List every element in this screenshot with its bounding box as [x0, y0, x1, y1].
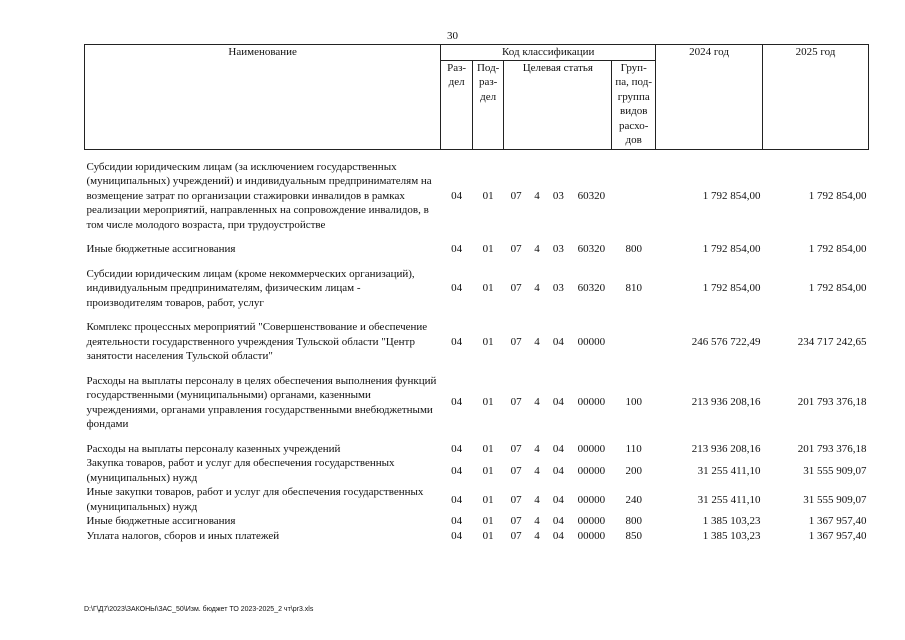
row-razdel: 04 — [451, 282, 463, 295]
row-name: Закупка товаров, работ и услуг для обеспечения государственных (муниципальных) нужд — [86, 457, 395, 484]
row-target-part2: 4 — [534, 282, 540, 295]
table-row — [85, 485, 869, 514]
row-amount-2024: 1 792 854,00 — [702, 282, 761, 295]
row-target-part4: 00000 — [577, 396, 606, 409]
row-podrazdel: 01 — [482, 493, 494, 506]
row-razdel: 04 — [451, 335, 463, 348]
row-target-part2: 4 — [534, 189, 540, 202]
row-amount-2024: 1 792 854,00 — [702, 189, 761, 202]
row-amount-2025: 1 367 957,40 — [808, 515, 867, 528]
row-target-part1: 07 — [510, 464, 522, 477]
row-amount-2024: 31 255 411,10 — [697, 493, 761, 506]
row-razdel: 04 — [451, 396, 463, 409]
row-target-part3: 04 — [552, 335, 564, 348]
row-amount-2025: 1 367 957,40 — [808, 529, 867, 542]
header-podrazdel: Под-раз-дел — [472, 60, 504, 149]
row-target-part3: 04 — [552, 396, 564, 409]
row-podrazdel: 01 — [482, 464, 494, 477]
table-body — [85, 149, 869, 543]
row-target-part1: 07 — [510, 515, 522, 528]
row-target-part2: 4 — [534, 529, 540, 542]
row-razdel: 04 — [451, 189, 463, 202]
row-razdel: 04 — [451, 243, 463, 256]
header-name: Наименование — [85, 45, 441, 150]
row-podrazdel: 01 — [482, 282, 494, 295]
row-amount-2025: 201 793 376,18 — [797, 396, 867, 409]
header-group: Груп-па, под-группа видов расхо-дов — [612, 60, 656, 149]
row-target-part4: 00000 — [577, 515, 606, 528]
row-target-part3: 04 — [552, 529, 564, 542]
row-razdel: 04 — [451, 515, 463, 528]
table-row — [85, 267, 869, 311]
header-target: Целевая статья — [504, 60, 612, 149]
header-code-group: Код классификации — [441, 45, 656, 61]
row-amount-2024: 246 576 722,49 — [691, 335, 761, 348]
row-podrazdel: 01 — [482, 243, 494, 256]
row-name: Уплата налогов, сборов и иных платежей — [86, 529, 280, 542]
header-razdel: Раз-дел — [441, 60, 473, 149]
row-razdel: 04 — [451, 493, 463, 506]
row-group: 100 — [625, 396, 642, 409]
row-target-part2: 4 — [534, 442, 540, 455]
row-amount-2024: 1 792 854,00 — [702, 243, 761, 256]
row-target-part2: 4 — [534, 243, 540, 256]
table-row — [85, 242, 869, 257]
row-amount-2025: 31 555 909,07 — [803, 464, 867, 477]
row-target-part1: 07 — [510, 243, 522, 256]
header-year-2025: 2025 год — [763, 45, 869, 150]
row-target-part3: 03 — [552, 282, 564, 295]
row-target-part2: 4 — [534, 515, 540, 528]
table-row — [85, 442, 869, 457]
header-row — [85, 45, 869, 61]
row-amount-2024: 1 385 103,23 — [702, 515, 761, 528]
row-target-part4: 00000 — [577, 464, 606, 477]
row-target-part4: 00000 — [577, 442, 606, 455]
row-group: 850 — [625, 529, 642, 542]
table-row — [85, 456, 869, 485]
row-target-part4: 60320 — [577, 243, 606, 256]
row-target-part4: 60320 — [577, 189, 606, 202]
row-amount-2025: 201 793 376,18 — [797, 442, 867, 455]
row-target-part3: 04 — [552, 515, 564, 528]
row-group: 810 — [625, 282, 642, 295]
row-target-part3: 03 — [552, 243, 564, 256]
row-target-part1: 07 — [510, 442, 522, 455]
row-target-part3: 03 — [552, 189, 564, 202]
table-row — [85, 514, 869, 529]
row-amount-2025: 1 792 854,00 — [808, 282, 867, 295]
row-name: Субсидии юридическим лицам (за исключением государственных (муниципальных) учреждений) и индивидуальным предпринимателям на возмещение затрат по организации стажировки инвалидов в рамках реализации мероприятий, направленных на сопровождение инвалидов, в том числе молодого возраста, при трудоустройстве — [86, 160, 432, 231]
row-group — [612, 160, 656, 233]
row-amount-2024: 31 255 411,10 — [697, 464, 761, 477]
row-target-part3: 04 — [552, 493, 564, 506]
row-target-part3: 04 — [552, 464, 564, 477]
row-target-part2: 4 — [534, 335, 540, 348]
row-podrazdel: 01 — [482, 529, 494, 542]
table-row — [85, 374, 869, 432]
row-amount-2024: 213 936 208,16 — [691, 442, 761, 455]
row-name: Расходы на выплаты персоналу казенных учреждений — [86, 442, 341, 455]
row-target-part1: 07 — [510, 282, 522, 295]
row-target-part2: 4 — [534, 464, 540, 477]
row-group: 200 — [625, 464, 642, 477]
row-name: Расходы на выплаты персоналу в целях обеспечения выполнения функций государственными (муниципальными) органами, казенными учреждениями, органами управления государственными внебюджетными фондами — [86, 374, 437, 431]
row-target-part1: 07 — [510, 396, 522, 409]
row-target-part1: 07 — [510, 529, 522, 542]
table-row — [85, 320, 869, 364]
row-target-part4: 60320 — [577, 282, 606, 295]
footer-path: D:\Г\Д7\2023\ЗАКОНЫ\ЗАС_50\Изм. бюджет ТО 2023-2025_2 чт\pr3.xls — [84, 606, 314, 613]
row-group: 240 — [625, 493, 642, 506]
row-name: Комплекс процессных мероприятий "Совершенствование и обеспечение деятельности государственного учреждения Тульской области "Центр занятости населения Тульской области" — [86, 321, 428, 363]
row-name: Иные закупки товаров, работ и услуг для обеспечения государственных (муниципальных) нужд — [86, 486, 424, 513]
row-target-part1: 07 — [510, 335, 522, 348]
row-amount-2025: 1 792 854,00 — [808, 243, 867, 256]
row-name: Иные бюджетные ассигнования — [86, 243, 236, 256]
budget-table — [84, 44, 869, 543]
row-razdel: 04 — [451, 442, 463, 455]
row-name: Иные бюджетные ассигнования — [86, 515, 236, 528]
row-amount-2025: 1 792 854,00 — [808, 189, 867, 202]
row-group: 110 — [625, 442, 642, 455]
page-number: 30 — [447, 30, 458, 42]
row-razdel: 04 — [451, 529, 463, 542]
row-target-part1: 07 — [510, 189, 522, 202]
row-podrazdel: 01 — [482, 189, 494, 202]
header-year-2024: 2024 год — [656, 45, 763, 150]
row-group: 800 — [625, 243, 642, 256]
row-podrazdel: 01 — [482, 442, 494, 455]
row-podrazdel: 01 — [482, 335, 494, 348]
row-group — [612, 320, 656, 364]
row-target-part4: 00000 — [577, 493, 606, 506]
row-name: Субсидии юридическим лицам (кроме некоммерческих организаций), индивидуальным предпринимателям, физическим лицам - производителям товаров, работ, услуг — [86, 267, 415, 309]
row-podrazdel: 01 — [482, 515, 494, 528]
row-target-part1: 07 — [510, 493, 522, 506]
row-target-part2: 4 — [534, 493, 540, 506]
row-amount-2025: 31 555 909,07 — [803, 493, 867, 506]
table-row — [85, 529, 869, 544]
row-razdel: 04 — [451, 464, 463, 477]
row-group: 800 — [625, 515, 642, 528]
row-target-part2: 4 — [534, 396, 540, 409]
table-row — [85, 160, 869, 233]
row-amount-2024: 213 936 208,16 — [691, 396, 761, 409]
row-podrazdel: 01 — [482, 396, 494, 409]
row-target-part4: 00000 — [577, 529, 606, 542]
row-amount-2025: 234 717 242,65 — [797, 335, 867, 348]
row-target-part4: 00000 — [577, 335, 606, 348]
row-target-part3: 04 — [552, 442, 564, 455]
row-amount-2024: 1 385 103,23 — [702, 529, 761, 542]
